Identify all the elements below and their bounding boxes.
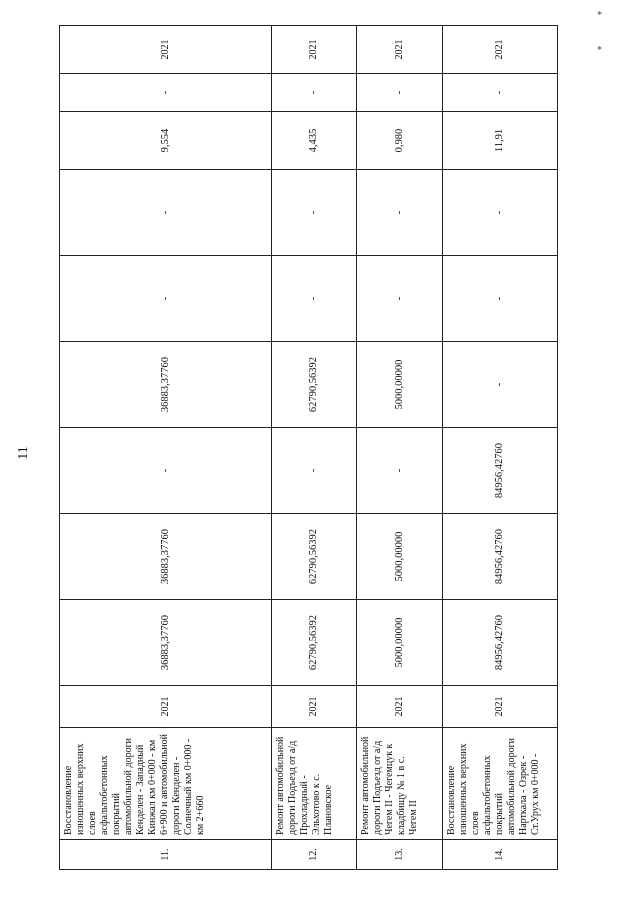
amount-col-5: - <box>357 256 443 342</box>
amount-col-4: - <box>443 342 558 428</box>
amount-col-2: 84956,42760 <box>443 514 558 600</box>
start-year: 2021 <box>357 686 443 728</box>
amount-col-6: - <box>443 170 558 256</box>
length-km: 11,91 <box>443 112 558 170</box>
row-index: 13. <box>357 840 443 870</box>
amount-col-2: 62790,56392 <box>272 514 357 600</box>
total-amount: 62790,56392 <box>272 600 357 686</box>
row-index: 12. <box>272 840 357 870</box>
amount-col-6: - <box>60 170 272 256</box>
amount-col-4: 5000,00000 <box>357 342 443 428</box>
end-year: 2021 <box>60 26 272 74</box>
amount-col-8: - <box>357 74 443 112</box>
amount-col-3: - <box>60 428 272 514</box>
amount-col-5: - <box>272 256 357 342</box>
table-row <box>357 26 443 870</box>
scan-mark: * <box>597 45 602 56</box>
amount-col-3: - <box>272 428 357 514</box>
row-index: 14. <box>443 840 558 870</box>
amount-col-2: 5000,00000 <box>357 514 443 600</box>
scan-mark: * <box>597 10 602 21</box>
end-year: 2021 <box>272 26 357 74</box>
amount-col-6: - <box>357 170 443 256</box>
amount-col-6: - <box>272 170 357 256</box>
length-km: 4,435 <box>272 112 357 170</box>
amount-col-4: 36883,37760 <box>60 342 272 428</box>
object-description: Ремонт автомобильной дороги Подъезд от а/д Чегем II - Чегемцук к кладбищу № 1 в с. Чегем II <box>357 728 443 840</box>
amount-col-8: - <box>272 74 357 112</box>
amount-col-5: - <box>60 256 272 342</box>
table-row <box>272 26 357 870</box>
object-description: Восстановление изношенных верхних слоев асфальтобетонных покрытий автомобильной дороги Кенделен - Западный Кинжал км 0+000 - км 6+900 и автомобильной дороги Кенделен - Солнечный км 0+000 - км 2+660 <box>60 728 272 840</box>
amount-col-8: - <box>443 74 558 112</box>
amount-col-3: 84956,42760 <box>443 428 558 514</box>
total-amount: 5000,00000 <box>357 600 443 686</box>
total-amount: 84956,42760 <box>443 600 558 686</box>
road-works-table <box>59 25 558 870</box>
table-row <box>60 26 272 870</box>
road-works-table-rotated <box>59 38 557 870</box>
length-km: 0,980 <box>357 112 443 170</box>
start-year: 2021 <box>272 686 357 728</box>
amount-col-5: - <box>443 256 558 342</box>
end-year: 2021 <box>443 26 558 74</box>
length-km: 9,554 <box>60 112 272 170</box>
total-amount: 36883,37760 <box>60 600 272 686</box>
end-year: 2021 <box>357 26 443 74</box>
amount-col-2: 36883,37760 <box>60 514 272 600</box>
row-index: 11. <box>60 840 272 870</box>
table-row <box>443 26 558 870</box>
page-number: 11 <box>16 446 31 460</box>
object-description: Ремонт автомобильной дороги Подъезд от а/д Прохладный - Эльхотово к с. Плановское <box>272 728 357 840</box>
amount-col-8: - <box>60 74 272 112</box>
amount-col-4: 62790,56392 <box>272 342 357 428</box>
object-description: Восстановление изношенных верхних слоев асфальтобетонных покрытий автомобильной дороги Нарткала - Озрек - Ст.Урух км 0+000 - <box>443 728 558 840</box>
start-year: 2021 <box>60 686 272 728</box>
amount-col-3: - <box>357 428 443 514</box>
start-year: 2021 <box>443 686 558 728</box>
